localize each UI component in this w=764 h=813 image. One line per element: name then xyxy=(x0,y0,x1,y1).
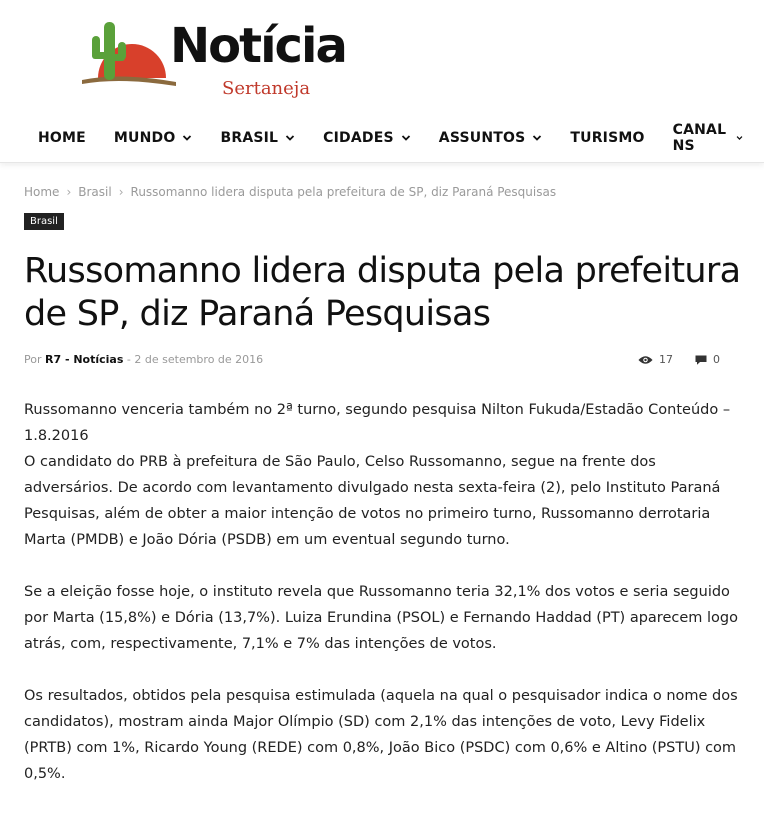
breadcrumb-separator: › xyxy=(66,185,72,199)
chevron-down-icon xyxy=(736,133,743,143)
logo-subtitle: Sertaneja xyxy=(222,78,311,99)
chevron-down-icon xyxy=(401,133,411,143)
nav-item-turismo[interactable] xyxy=(570,130,644,146)
nav-item-brasil[interactable] xyxy=(220,130,295,146)
comments-counter[interactable] xyxy=(695,353,720,366)
nav-label: BRASIL xyxy=(220,130,279,146)
breadcrumb-section[interactable]: Brasil xyxy=(78,185,112,199)
article-stats xyxy=(638,353,720,366)
article-body xyxy=(24,397,744,813)
breadcrumb-separator: › xyxy=(118,185,124,199)
comment-icon xyxy=(695,355,707,365)
byline-prefix: Por xyxy=(24,353,42,366)
breadcrumb xyxy=(24,185,556,199)
nav-item-home[interactable] xyxy=(38,130,86,146)
nav-label: CIDADES xyxy=(323,130,394,146)
nav-label: ASSUNTOS xyxy=(438,130,526,146)
comments-count: 0 xyxy=(713,353,720,366)
nav-item-assuntos[interactable] xyxy=(439,130,543,146)
views-counter xyxy=(638,353,673,366)
views-count: 17 xyxy=(659,353,673,366)
category-badge[interactable]: Brasil xyxy=(24,213,64,230)
site-logo[interactable] xyxy=(80,14,346,106)
breadcrumb-home[interactable]: Home xyxy=(24,185,60,199)
eye-icon xyxy=(638,355,653,365)
nav-label: MUNDO xyxy=(113,130,176,146)
main-nav xyxy=(24,116,764,160)
date-separator: - xyxy=(126,353,131,366)
publish-date: 2 de setembro de 2016 xyxy=(134,353,264,366)
breadcrumb-current: Russomanno lidera disputa pela prefeitura de SP, diz Paraná Pesquisas xyxy=(130,185,557,199)
chevron-down-icon xyxy=(285,133,295,143)
article-title: Russomanno lidera disputa pela prefeitura de SP, diz Paraná Pesquisas xyxy=(24,251,741,334)
author-link[interactable]: R7 - Notícias xyxy=(45,353,124,366)
article-paragraph: Russomanno venceria também no 2ª turno, segundo pesquisa Nilton Fukuda/Estadão Conteúdo – 1.8.2016 O candidato do PRB à prefeitura de São Paulo, Celso Russomanno, segue na frente dos adversários. De acordo com levantamento divulgado nesta sexta-feira (2), pelo Instituto Paraná Pesquisas, além de obter a maior intenção de votos no primeiro turno, Russomanno derrotaria Marta (PMDB) e João Dória (PSDB) em um eventual segundo turno. xyxy=(24,402,731,548)
site-header xyxy=(0,0,764,163)
chevron-down-icon xyxy=(532,133,542,143)
nav-label: CANAL NS xyxy=(672,122,727,154)
logo-title: Notícia xyxy=(170,18,346,74)
nav-item-mundo[interactable] xyxy=(114,130,193,146)
nav-label: HOME xyxy=(38,130,86,146)
nav-item-canal-ns[interactable] xyxy=(673,122,744,154)
article-meta xyxy=(24,353,263,366)
chevron-down-icon xyxy=(182,133,192,143)
article-paragraph: Se a eleição fosse hoje, o instituto revela que Russomanno teria 32,1% dos votos e seria seguido por Marta (15,8%) e Dória (13,7%). Luiza Erundina (PSOL) e Fernando Haddad (PT) aparecem logo atrás, com, respectivamente, 7,1% e 7% das intenções de votos. xyxy=(24,584,738,652)
cactus-sun-icon xyxy=(80,14,180,94)
article-paragraph: Os resultados, obtidos pela pesquisa estimulada (aquela na qual o pesquisador indica o nome dos candidatos), mostram ainda Major Olímpio (SD) com 2,1% das intenções de voto, Levy Fidelix (PRTB) com 1%, Ricardo Young (REDE) com 0,8%, João Bico (PSDC) com 0,6% e Altino (PSTU) com 0,5%. xyxy=(24,688,738,782)
nav-label: TURISMO xyxy=(570,130,645,146)
nav-item-cidades[interactable] xyxy=(323,130,411,146)
